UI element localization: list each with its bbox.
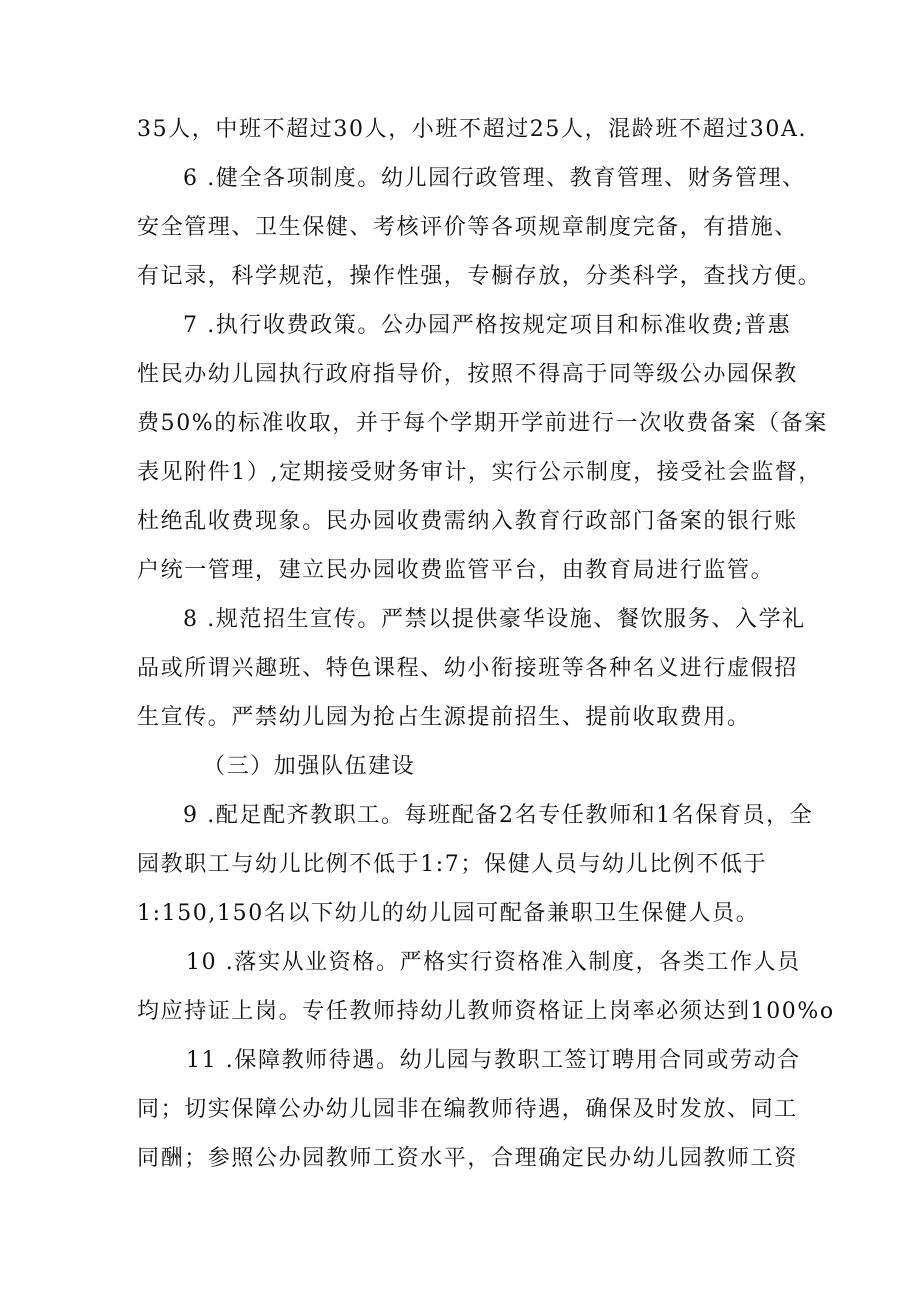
text-line: 同；切实保障公办幼儿园非在编教师待遇，确保及时发放、同工 [137,1097,798,1122]
text-line: 园教职工与幼儿比例不低于1:7；保健人员与幼儿比例不低于 [137,852,768,877]
text-line: 35人，中班不超过30人，小班不超过25人，混龄班不超过30A. [137,117,808,142]
text-line: 表见附件1）,定期接受财务审计，实行公示制度，接受社会监督， [137,460,822,485]
paragraph-9-first-line: 9 .配足配齐教职工。每班配备2名专任教师和1名保育员，全 [183,803,814,828]
text-line: 安全管理、卫生保健、考核评价等各项规章制度完备，有措施、 [137,215,798,240]
paragraph-10-first-line: 10 .落实从业资格。严格实行资格准入制度，各类工作人员 [186,950,801,975]
paragraph-6-first-line: 6 .健全各项制度。幼儿园行政管理、教育管理、财务管理、 [183,166,806,191]
paragraph-8-first-line: 8 .规范招生宣传。严禁以提供豪华设施、餐饮服务、入学礼 [183,607,806,632]
section-heading: （三）加强队伍建设 [203,754,416,779]
text-line: 生宣传。严禁幼儿园为抢占生源提前招生、提前收取费用。 [137,705,751,730]
text-line: 性民办幼儿园执行政府指导价，按照不得高于同等级公办园保教 [137,362,798,387]
text-line: 1:150,150名以下幼儿的幼儿园可配备兼职卫生保健人员。 [137,901,760,926]
text-line: 均应持证上岗。专任教师持幼儿教师资格证上岗率必须达到100%o [137,999,835,1024]
text-line: 品或所谓兴趣班、特色课程、幼小衔接班等各种名义进行虚假招 [137,656,798,681]
text-line: 费50%的标准收取，并于每个学期开学前进行一次收费备案（备案 [137,411,828,436]
text-line: 杜绝乱收费现象。民办园收费需纳入教育行政部门备案的银行账 [137,509,798,534]
paragraph-7-first-line: 7 .执行收费政策。公办园严格按规定项目和标准收费;普惠 [183,313,792,338]
text-line: 户统一管理，建立民办园收费监管平台，由教育局进行监管。 [137,558,775,583]
text-line: 有记录，科学规范，操作性强，专橱存放，分类科学，查找方便。 [137,264,822,289]
text-line: 同酬；参照公办园教师工资水平，合理确定民办幼儿园教师工资 [137,1146,798,1171]
paragraph-11-first-line: 11 .保障教师待遇。幼儿园与教职工签订聘用合同或劳动合 [186,1048,801,1073]
